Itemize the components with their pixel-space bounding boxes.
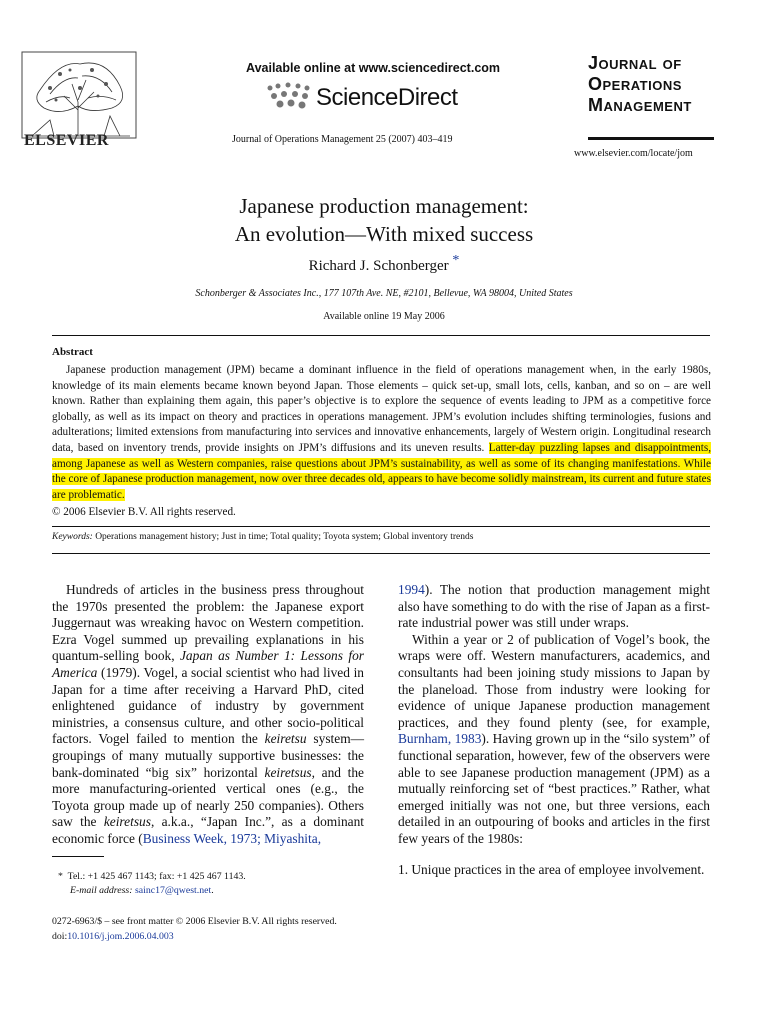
body-text: Hundreds of articles in the business press throughout the 1970s presented the problem: the Japanese export Juggernaut was wreaking havoc on Western competition. Ezra Vogel summed up prevailing explanations in his quantum-selling book, [52, 582, 364, 664]
citation-link[interactable]: 1994 [398, 582, 425, 597]
journal-title-line3: Management [588, 95, 692, 115]
body-text: , a.k.a., “Japan Inc.”, as a dominant economic force ( [52, 814, 364, 846]
article-title [0, 192, 768, 248]
sciencedirect-dots-icon [264, 82, 314, 112]
abstract-highlighted-text: Latter-day puzzling lapses and disappointments, among Japanese as well as Western companies, raise questions about JPM’s sustainability, as well as some of its changing manifestations. While the core of Japanese production management, now over three decades old, appears to have become solidly mainstream, its current and future states are problematic. [52, 441, 711, 501]
author-affiliation: Schonberger & Associates Inc., 177 107th Ave. NE, #2101, Bellevue, WA 98004, United States [195, 288, 573, 299]
abstract-heading: Abstract [52, 346, 93, 358]
article-title-line1: Japanese production management: [239, 194, 529, 218]
keywords-top-rule [52, 526, 710, 527]
email-period: . [211, 885, 214, 896]
front-matter [52, 914, 337, 944]
keywords-label: Keywords: [52, 532, 93, 542]
author-name: Richard J. Schonberger [308, 258, 449, 274]
footnote-phone: Tel.: +1 425 467 1143; fax: +1 425 467 1143. [67, 871, 246, 882]
journal-title-line2: Operations [588, 74, 682, 94]
email-link[interactable]: sainc17@qwest.net [134, 885, 212, 896]
journal-title-rule [588, 137, 714, 140]
author-footnote [58, 870, 246, 898]
doi-label: doi: [52, 931, 68, 942]
citation-link[interactable]: Business Week, 1973; Miyashita, [142, 830, 322, 846]
front-matter-text: 0272-6963/$ – see front matter © 2006 Elsevier B.V. All rights reserved. [52, 916, 337, 927]
article-title-line2: An evolution—With mixed success [234, 222, 534, 246]
doi-link[interactable]: 10.1016/j.jom.2006.04.003 [67, 931, 174, 942]
body-text: ). The notion that production management might also have something to do with the rise of Japan as a first-rate industrial power was still under wraps. [398, 582, 710, 631]
body-right-column [398, 582, 710, 878]
footnote-rule [52, 856, 104, 857]
abstract-top-rule [52, 335, 710, 336]
publisher-name: ELSEVIER [24, 132, 109, 149]
available-online-notice: Available online at www.sciencedirect.com [246, 61, 501, 75]
body-text: Within a year or 2 of publication of Vogel’s book, the wraps were off. Western manufacturers, academics, and consultants had been joining study missions to Japan by the planeload. Those from industry were looking for evidence of unique Japanese production management practices, and they found plenty (see, for example, [398, 631, 710, 730]
term-italic: keiretsus [264, 764, 312, 780]
footnote-mark: * [58, 871, 63, 882]
available-online-date: Available online 19 May 2006 [323, 311, 445, 322]
abstract-text: Japanese production management (JPM) became a dominant influence in the field of operations management when, in the early 1980s, knowledge of its main elements became known beyond Japan. Those elements – quick set-up, small lots, cells, kanban, and so on – are well known. Rather than explaining them again, this paper’s objective is to explore the sequence of events leading to JPM as a competitive force globally, as well as its impact on theory and practices in operations management. JPM’s evolution includes shifting terminologies, fusions and adulterations; limited extensions from manufacturing into services and innovative enhancements, largely of Western origin. Longitudinal research data, based on inventory trends, provide insights on JPM’s diffusions and its uneven results. [52, 364, 711, 454]
sciencedirect-wordmark: ScienceDirect [316, 84, 458, 111]
book-title: Japan as Number 1: Lessons for America [52, 648, 364, 680]
body-text: (1979). Vogel, a social scientist who had lived in Japan for a time after receiving a Harvard PhD, cited enlightened guidance of industry by government ministries, a consensus culture, and other socio-political factors. Vogel failed to mention the [52, 664, 364, 747]
citation-link[interactable]: Burnham, 1983 [398, 731, 482, 747]
body-text: , and the more manufacturing-oriented vertical ones (e.g., the Toyota group made up of nearly 250 companies). Others saw the [52, 764, 364, 830]
journal-citation: Journal of Operations Management 25 (2007) 403–419 [232, 134, 453, 145]
journal-url[interactable]: www.elsevier.com/locate/jom [574, 148, 693, 159]
body-left-column [52, 582, 364, 848]
abstract-body [52, 363, 711, 503]
keywords-bottom-rule [52, 553, 710, 554]
author-line [0, 253, 768, 275]
body-text: system—groupings of many mutually supportive businesses: the bank-dominated “big six” horizontal [52, 731, 364, 780]
keywords-text: Operations management history; Just in time; Total quality; Toyota system; Global inventory trends [95, 532, 474, 542]
journal-title-block [588, 53, 714, 116]
email-label: E-mail address: [70, 885, 133, 896]
abstract-copyright: © 2006 Elsevier B.V. All rights reserved. [52, 506, 236, 518]
keywords-line [52, 532, 473, 542]
author-footnote-mark[interactable]: * [452, 253, 460, 268]
term-italic: keiretsu [264, 731, 307, 747]
body-text: ). Having grown up in the “silo system” of functional separation, however, few of the observers were able to see Japanese production management (JPM) as a mutually reinforcing set of “best practices.” Rather, what emerged initially was not one, but three versions, each detailed in an outpouring of books and articles in the first few years of the 1980s: [398, 731, 710, 846]
list-item: 1. Unique practices in the area of employee involvement. [398, 861, 705, 877]
journal-title-line1: Journal of [588, 53, 682, 73]
term-italic: keiretsus [103, 814, 151, 830]
